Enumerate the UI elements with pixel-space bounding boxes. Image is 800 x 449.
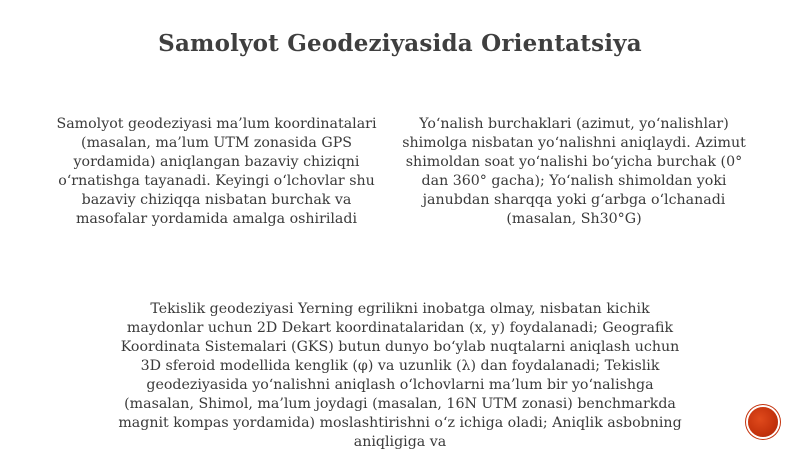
bottom-text-block: Tekislik geodeziyasi Yerning egrilikni inobatga olmay, nisbatan kichik maydonlar uchun 2D Dekart koordinatalaridan (x, y) foydalanadi; Geografik Koordinata Sistemalari (GKS) butun dunyo bo‘ylab nuqtalarni aniqlash uchun 3D sferoid modellida kenglik (φ) va uzunlik (λ) dan foydalanadi; Tekislik geodeziyasida yo‘nalishni aniqlash o‘lchovlarni ma’lum bir yo‘nalishga (masalan, Shimol, ma’lum joydagi (masalan, 16N UTM zonasi) benchmarkda magnit kompas yordamida) moslashtirishni o‘z ichiga oladi; Aniqlik asbobning aniqligiga va — [118, 301, 682, 449]
left-text-block: Samolyot geodeziyasi ma’lum koordinatalari (masalan, ma’lum UTM zonasida GPS yordamida) aniqlangan bazaviy chiziqni o‘rnatishga tayanadi. Keyingi o‘lchovlar shu bazaviy chiziqqa nisbatan burchak va masofalar yordamida amalga oshiriladi — [56, 116, 377, 227]
right-text-block: Yo‘nalish burchaklari (azimut, yo‘nalishlar) shimolga nisbatan yo‘nalishni aniqlaydi. Azimut shimoldan soat yo‘nalishi bo‘yicha burchak (0° dan 360° gacha); Yo‘nalish shimoldan yoki janubdan sharqqa yoki g‘arbga o‘lchanadi (masalan, Sh30°G) — [402, 116, 746, 227]
circle-next-icon[interactable] — [748, 407, 778, 437]
slide-title: Samolyot Geodeziyasida Orientatsiya — [158, 30, 642, 57]
